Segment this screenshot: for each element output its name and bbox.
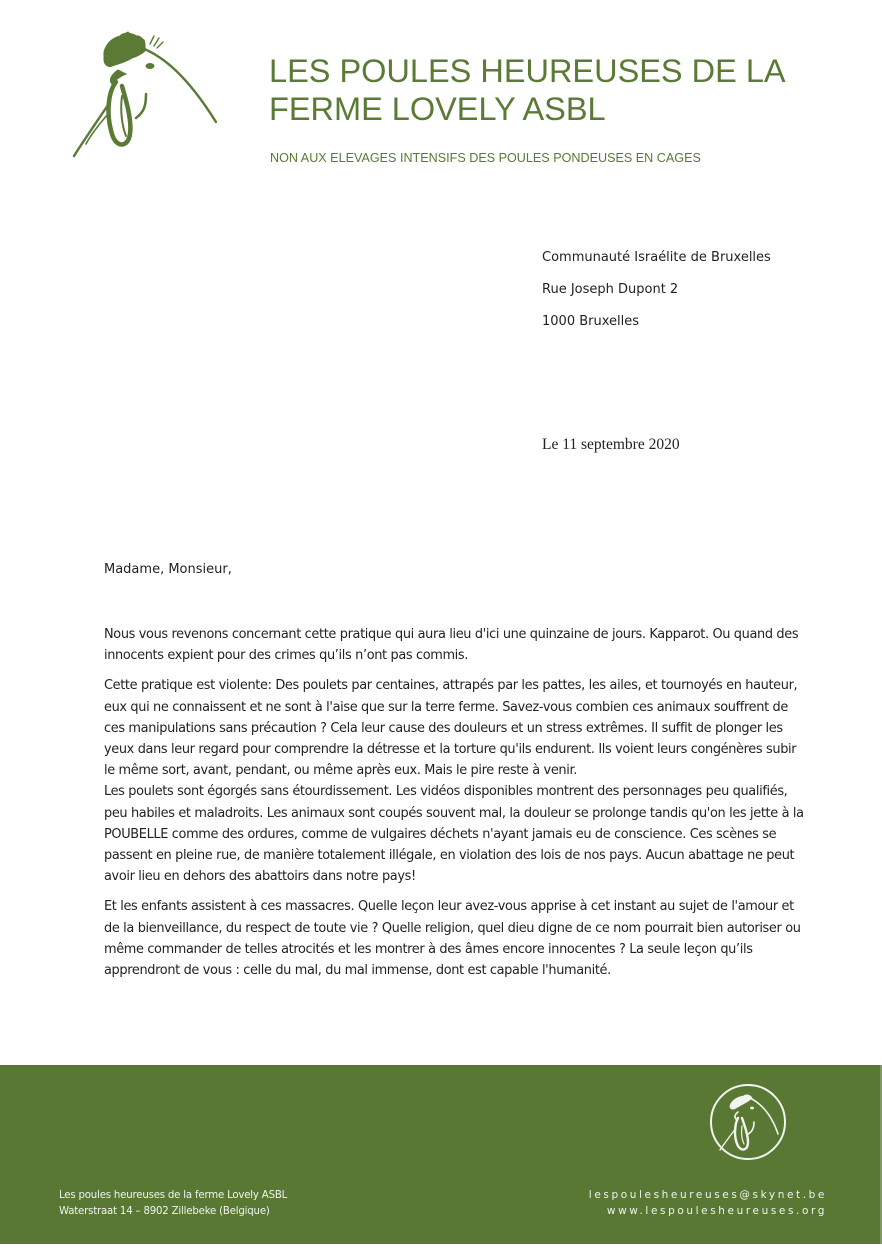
- title-line-1: LES POULES HEUREUSES DE LA: [269, 53, 786, 89]
- rooster-head-icon: [66, 30, 226, 165]
- footer-website-link[interactable]: www.lespoulesheureuses.org: [606, 1205, 827, 1217]
- recipient-name: Communauté Israélite de Bruxelles: [542, 250, 771, 265]
- recipient-city: 1000 Bruxelles: [542, 314, 640, 329]
- salutation: Madame, Monsieur,: [104, 562, 232, 577]
- footer-org-name: Les poules heureuses de la ferme Lovely ASBL: [59, 1190, 288, 1201]
- recipient-street: Rue Joseph Dupont 2: [542, 282, 679, 297]
- paragraph: Et les enfants assistent à ces massacres. Quelle leçon leur avez-vous apprise à cet instant au sujet de l'amour et de la bienveillance, du respect de toute vie ? Quelle religion, quel dieu digne de ce nom pourrait bien autoriser ou même commander de telles atrocités et les montrer à des âmes encore innocentes ? La seule leçon qu’ils apprendront de vous : celle du mal, du mal immense, dont est capable l'humanité.: [104, 899, 801, 979]
- footer-email-link[interactable]: lespoulesheureuses@skynet.be: [588, 1189, 827, 1201]
- paragraph: Les poulets sont égorgés sans étourdissement. Les vidéos disponibles montrent des personnages peu qualifiés, peu habiles et maladroits. Les animaux sont coupés souvent mal, la douleur se prolonge tandis qu'on les jette à la POUBELLE comme des ordures, comme de vulgaires déchets n'ayant jamais eu de conscience. Ces scènes se passent en pleine rue, de manière totalement illégale, en violation des lois de nos pays. Aucun abattage ne peut avoir lieu en dehors des abattoirs dans notre pays!: [104, 784, 804, 885]
- rooster-circle-icon: [708, 1082, 788, 1162]
- footer: [0, 1065, 882, 1244]
- paragraph: Cette pratique est violente: Des poulets par centaines, attrapés par les pattes, les ailes, et tournoyés en hauteur, eux qui ne connaissent et ne sont à l'aise que sur la terre ferme. Savez-vous combien ces animaux souffrent de ces manipulations sans précaution ? Cela leur cause des douleurs et un stress extrêmes. Il suffit de plonger les yeux dans leur regard pour comprendre la détresse et la torture qu'ils endurent. Ils voient leurs congénères subir le même sort, avant, pendant, ou même après eux. Mais le pire reste à venir.: [104, 678, 798, 779]
- title-line-2: FERME LOVELY ASBL: [269, 91, 606, 127]
- footer-street: Waterstraat 14 – 8902 Zillebeke (Belgique): [59, 1206, 270, 1217]
- letter-date: Le 11 septembre 2020: [542, 436, 680, 453]
- footer-address: [59, 1188, 287, 1220]
- tagline: NON AUX ELEVAGES INTENSIFS DES POULES PONDEUSES EN CAGES: [270, 151, 701, 165]
- organization-title: [269, 52, 869, 128]
- paragraph: Nous vous revenons concernant cette pratique qui aura lieu d'ici une quinzaine de jours. Kapparot. Ou quand des innocents expient pour des crimes qu’ils n’ont pas commis.: [104, 627, 799, 664]
- footer-contact: [589, 1187, 827, 1219]
- letter-body: [104, 624, 804, 990]
- recipient-address: [542, 249, 771, 345]
